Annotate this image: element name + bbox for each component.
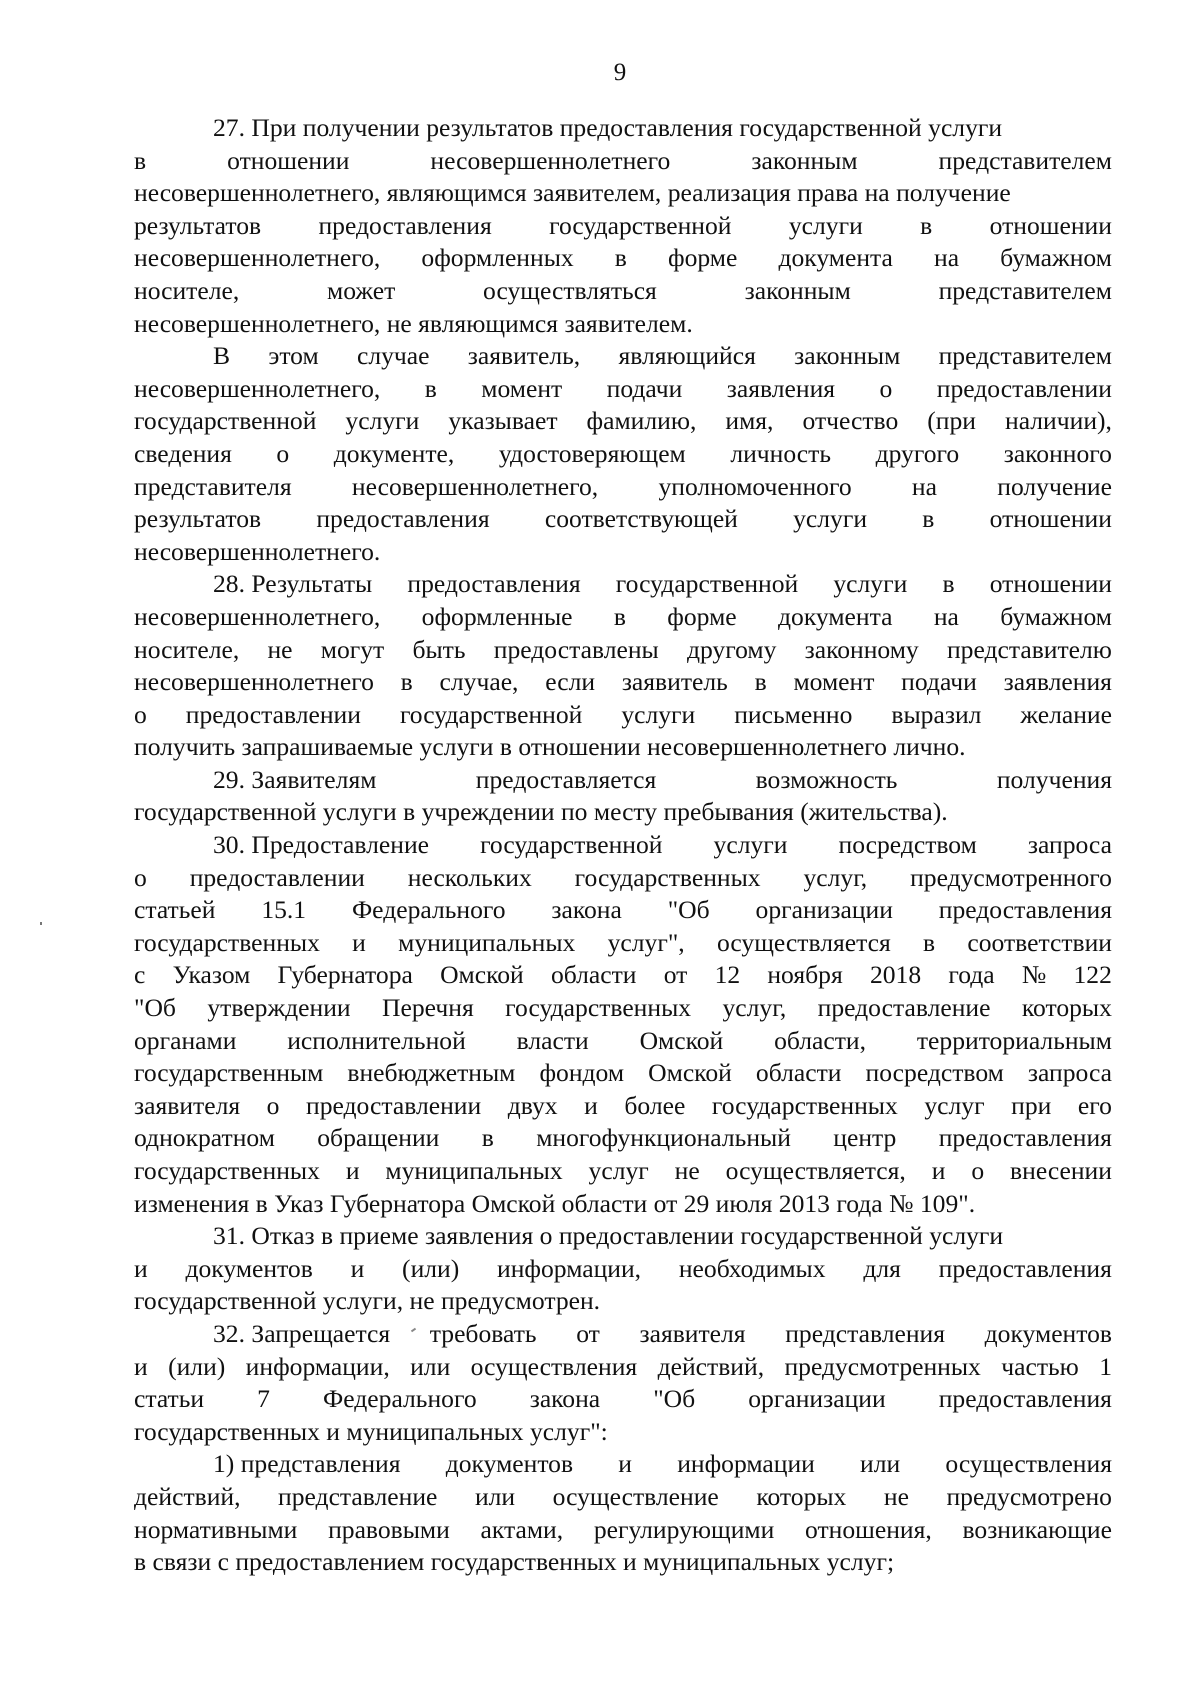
word: законным bbox=[751, 145, 858, 175]
word: информации bbox=[677, 1449, 815, 1479]
word: документов bbox=[984, 1318, 1112, 1348]
word: нескольких bbox=[407, 862, 532, 892]
word: документов bbox=[445, 1449, 574, 1479]
word: предусмотренных bbox=[784, 1351, 981, 1381]
word: 29. Заявителям bbox=[213, 764, 377, 794]
word: организации bbox=[755, 895, 893, 925]
word: организации bbox=[748, 1384, 886, 1414]
text-line: государственной услуги в учреждении по месту пребывания (жительства). bbox=[134, 797, 948, 827]
word: "Об bbox=[653, 1384, 696, 1414]
word: осуществляется bbox=[716, 927, 891, 957]
word: случае bbox=[356, 341, 430, 371]
word: не bbox=[267, 634, 293, 664]
word: и bbox=[931, 1156, 946, 1185]
word: случае, bbox=[439, 667, 519, 697]
word: или bbox=[410, 1351, 451, 1381]
text-line bbox=[134, 405, 1112, 438]
paragraph-p30 bbox=[134, 829, 1112, 1220]
text-line bbox=[134, 438, 1112, 471]
word: документа bbox=[778, 601, 893, 631]
word: несовершеннолетнего, bbox=[351, 471, 599, 501]
word: результатов bbox=[134, 504, 262, 534]
text-line bbox=[134, 666, 1112, 699]
word: территориальным bbox=[916, 1025, 1112, 1055]
page-number: 9 bbox=[613, 59, 627, 86]
paragraph-p27 bbox=[134, 112, 1112, 340]
paragraph-p29 bbox=[134, 764, 1112, 829]
word: заявления bbox=[1003, 667, 1112, 697]
word: соответствующей bbox=[544, 504, 738, 534]
word: и bbox=[134, 1253, 148, 1283]
word: на bbox=[933, 601, 959, 631]
word: если bbox=[545, 667, 596, 697]
word: быть bbox=[412, 634, 466, 664]
word: законным bbox=[744, 275, 851, 305]
word: услуги bbox=[345, 406, 420, 436]
word: государственной bbox=[480, 830, 663, 860]
word: услуги bbox=[833, 569, 908, 599]
word: года bbox=[948, 960, 995, 990]
word: ноября bbox=[767, 960, 843, 990]
word: о bbox=[879, 373, 893, 403]
word: предоставления bbox=[938, 895, 1112, 925]
word: в bbox=[923, 927, 936, 957]
word: 28. Результаты bbox=[213, 569, 373, 599]
word: требовать bbox=[429, 1318, 537, 1348]
word: (или) bbox=[168, 1351, 226, 1381]
word: в bbox=[424, 373, 437, 403]
text-line: несовершеннолетнего, не являющимся заявителем. bbox=[134, 308, 693, 338]
word: носителе, bbox=[134, 634, 240, 664]
word: сведения bbox=[134, 438, 232, 468]
word: (или) bbox=[402, 1253, 460, 1283]
word: 122 bbox=[1073, 960, 1112, 990]
word: предоставления bbox=[316, 504, 490, 534]
word: о bbox=[971, 1156, 985, 1185]
word: письменно bbox=[734, 699, 853, 729]
word: области bbox=[550, 960, 637, 990]
word: государственной bbox=[549, 210, 732, 240]
scan-artifact-dot bbox=[40, 922, 42, 925]
word: Омской bbox=[440, 960, 524, 990]
word: имя, bbox=[725, 406, 774, 436]
text-line bbox=[134, 1025, 1112, 1058]
word: предоставлении bbox=[306, 1090, 482, 1120]
word: услуги bbox=[793, 504, 868, 534]
word: о bbox=[266, 1090, 280, 1120]
word: соответствии bbox=[967, 927, 1112, 957]
word: не bbox=[883, 1481, 909, 1511]
word: многофункциональный bbox=[536, 1123, 791, 1153]
word: внебюджетным bbox=[347, 1058, 516, 1088]
word: оформленных bbox=[421, 243, 574, 273]
text-line bbox=[134, 1318, 1112, 1351]
word: отношении bbox=[989, 210, 1112, 240]
word: осуществляться bbox=[483, 275, 657, 305]
word: удостоверяющем bbox=[498, 438, 686, 468]
word: возникающие bbox=[962, 1514, 1112, 1544]
word: однократном bbox=[134, 1123, 275, 1153]
word: уполномоченного bbox=[658, 471, 852, 501]
text-line bbox=[134, 568, 1112, 601]
word: предоставления bbox=[318, 210, 492, 240]
word: предоставлении bbox=[185, 699, 361, 729]
word: центр bbox=[833, 1123, 897, 1153]
word: "Об bbox=[667, 895, 710, 925]
word: обращении bbox=[317, 1123, 440, 1153]
word: государственных bbox=[711, 1090, 898, 1120]
word: получение bbox=[997, 471, 1112, 501]
word: Федерального bbox=[351, 895, 506, 925]
word: в bbox=[754, 667, 767, 697]
text-line: в связи с предоставлением государственных и муниципальных услуг; bbox=[134, 1547, 895, 1577]
word: предоставлении bbox=[189, 862, 365, 892]
word: с bbox=[134, 960, 146, 990]
word: представителем bbox=[938, 275, 1112, 305]
word: государственной bbox=[615, 569, 799, 599]
word: возможность bbox=[755, 764, 898, 794]
word: государственных bbox=[134, 927, 320, 957]
word: в bbox=[134, 145, 147, 175]
word: другого bbox=[875, 438, 960, 468]
word: предоставляется bbox=[475, 764, 657, 794]
word: при bbox=[1011, 1090, 1052, 1120]
text-line bbox=[134, 829, 1112, 862]
word: Федерального bbox=[323, 1384, 477, 1414]
word: момент bbox=[481, 373, 563, 403]
word: осуществления bbox=[945, 1449, 1112, 1479]
word: на bbox=[911, 471, 937, 501]
word: государственным bbox=[134, 1058, 324, 1088]
word: регулирующими bbox=[593, 1514, 775, 1544]
word: фамилию, bbox=[586, 406, 697, 436]
word: его bbox=[1077, 1090, 1112, 1120]
word: осуществляется, bbox=[725, 1156, 906, 1185]
word: 1 bbox=[1099, 1351, 1112, 1381]
word: предоставление bbox=[817, 993, 991, 1023]
word: отношении bbox=[989, 504, 1112, 534]
word: и bbox=[345, 1156, 360, 1185]
word: предоставлены bbox=[493, 634, 659, 664]
word: от bbox=[576, 1318, 600, 1348]
word: закона bbox=[551, 895, 622, 925]
word: несовершеннолетнего, bbox=[134, 243, 381, 273]
text-line bbox=[134, 1090, 1112, 1123]
word: 12 bbox=[714, 960, 741, 990]
word: В bbox=[213, 341, 231, 371]
word: документов bbox=[185, 1253, 313, 1283]
word: или bbox=[474, 1481, 516, 1511]
word: и bbox=[618, 1449, 632, 1479]
paragraph-p32-1 bbox=[134, 1448, 1112, 1578]
word: отношения, bbox=[805, 1514, 932, 1544]
word: правовыми bbox=[328, 1514, 450, 1544]
text-line bbox=[134, 927, 1112, 960]
word: действий, bbox=[657, 1351, 765, 1381]
word: предоставлении bbox=[936, 373, 1112, 403]
word: заявителя bbox=[639, 1318, 746, 1348]
word: статьи bbox=[134, 1384, 205, 1414]
word: более bbox=[624, 1090, 686, 1120]
word: муниципальных bbox=[398, 927, 576, 957]
word: на bbox=[934, 243, 960, 273]
word: и bbox=[134, 1351, 148, 1381]
word: наличии), bbox=[1005, 406, 1112, 436]
text-line bbox=[134, 1155, 1112, 1188]
text-line bbox=[134, 699, 1112, 732]
text-line bbox=[134, 1057, 1112, 1090]
word: предусмотрено bbox=[946, 1481, 1112, 1511]
word: предоставления bbox=[938, 1123, 1112, 1153]
word: от bbox=[663, 960, 688, 990]
word: форме bbox=[667, 243, 738, 273]
word: подачи bbox=[901, 667, 977, 697]
word: информации, bbox=[245, 1351, 390, 1381]
word: документа bbox=[778, 243, 893, 273]
word: законного bbox=[1003, 438, 1112, 468]
text-line bbox=[134, 1351, 1112, 1384]
word: 2018 bbox=[869, 960, 922, 990]
word: Указом bbox=[172, 960, 251, 990]
word: посредством bbox=[865, 1058, 1004, 1088]
word: бумажном bbox=[1000, 601, 1112, 631]
word: фондом bbox=[539, 1058, 625, 1088]
word: области, bbox=[774, 1025, 867, 1055]
word: муниципальных bbox=[385, 1156, 563, 1185]
word: посредством bbox=[838, 830, 977, 860]
text-line: несовершеннолетнего. bbox=[134, 536, 381, 566]
word: 30. Предоставление bbox=[213, 830, 429, 860]
word: заявителя bbox=[134, 1090, 241, 1120]
word: запроса bbox=[1027, 1058, 1112, 1088]
text-line bbox=[134, 1383, 1112, 1416]
text-line: 27. При получении результатов предоставления государственной услуги bbox=[213, 113, 1003, 142]
word: документе, bbox=[333, 438, 455, 468]
word: отношении bbox=[989, 569, 1112, 599]
paragraph-p27b bbox=[134, 340, 1112, 568]
word: 7 bbox=[257, 1384, 270, 1414]
word: несовершеннолетнего bbox=[430, 145, 671, 175]
word: необходимых bbox=[678, 1253, 826, 1283]
word: законным bbox=[794, 341, 901, 371]
word: заявитель, bbox=[467, 341, 581, 371]
word: отношении bbox=[227, 145, 350, 175]
word: услуг, bbox=[722, 993, 787, 1023]
word: предоставления bbox=[407, 569, 581, 599]
word: государственных bbox=[574, 862, 761, 892]
word: услуги bbox=[713, 830, 788, 860]
word: органами bbox=[134, 1025, 237, 1055]
word: № bbox=[1021, 960, 1047, 990]
word: услуги bbox=[788, 210, 863, 240]
word: нормативными bbox=[134, 1514, 298, 1544]
word: указывает bbox=[448, 406, 558, 436]
word: в bbox=[922, 504, 935, 534]
text-line bbox=[134, 894, 1112, 927]
word: несовершеннолетнего, bbox=[134, 373, 381, 403]
word: форме bbox=[667, 601, 737, 631]
word: внесении bbox=[1010, 1156, 1112, 1185]
text-line bbox=[134, 862, 1112, 895]
word: закона bbox=[529, 1384, 601, 1414]
word: в bbox=[920, 210, 933, 240]
word: представителя bbox=[134, 471, 292, 501]
word: в bbox=[481, 1123, 494, 1153]
word: бумажном bbox=[1000, 243, 1112, 273]
text-line: государственной услуги, не предусмотрен. bbox=[134, 1286, 601, 1316]
word: запроса bbox=[1027, 830, 1112, 860]
word: оформленные bbox=[421, 601, 573, 631]
word: несовершеннолетнего bbox=[134, 667, 374, 697]
text-line bbox=[134, 275, 1112, 308]
word: о bbox=[134, 699, 147, 729]
word: другому bbox=[686, 634, 777, 664]
word: частью bbox=[1001, 1351, 1079, 1381]
word: которых bbox=[1021, 993, 1112, 1023]
word: актами, bbox=[480, 1514, 564, 1544]
word: о bbox=[134, 862, 147, 892]
word: которых bbox=[756, 1481, 847, 1511]
word: государственных bbox=[505, 993, 692, 1023]
word: в bbox=[614, 243, 627, 273]
word: и bbox=[352, 927, 366, 957]
word: подачи bbox=[606, 373, 683, 403]
text-line bbox=[134, 145, 1112, 178]
word: отчество bbox=[802, 406, 899, 436]
text-line bbox=[134, 1253, 1112, 1286]
text-line bbox=[134, 992, 1112, 1025]
word: информации, bbox=[497, 1253, 642, 1283]
word: может bbox=[327, 275, 396, 305]
word: услуг", bbox=[607, 927, 685, 957]
word: в bbox=[613, 601, 626, 631]
text-line bbox=[134, 634, 1112, 667]
text-line bbox=[134, 503, 1112, 536]
word: о bbox=[276, 438, 290, 468]
word: носителе, bbox=[134, 275, 240, 305]
word: являющийся bbox=[618, 341, 756, 371]
word: получения bbox=[996, 764, 1112, 794]
text-line bbox=[134, 959, 1112, 992]
word: желание bbox=[1020, 699, 1112, 729]
text-line: государственных и муниципальных услуг": bbox=[134, 1416, 608, 1446]
paragraph-p31 bbox=[134, 1220, 1112, 1318]
word: представителем bbox=[938, 341, 1112, 371]
text-line bbox=[134, 1122, 1112, 1155]
word: 15.1 bbox=[261, 895, 307, 925]
text-line bbox=[134, 340, 1112, 373]
word: заявитель bbox=[621, 667, 728, 697]
word: (при bbox=[927, 406, 976, 436]
text-line: несовершеннолетнего, являющимся заявителем, реализация права на получение bbox=[134, 178, 1011, 208]
word: представителем bbox=[938, 145, 1112, 175]
word: государственной bbox=[399, 699, 583, 729]
text-line bbox=[134, 1448, 1112, 1481]
word: осуществления bbox=[470, 1351, 638, 1381]
word: услуги bbox=[621, 699, 696, 729]
word: статьей bbox=[134, 895, 216, 925]
word: услуг bbox=[924, 1090, 985, 1120]
word: 32. Запрещается bbox=[213, 1318, 391, 1348]
word: двух bbox=[507, 1090, 558, 1120]
text-line: получить запрашиваемые услуги в отношении несовершеннолетнего лично. bbox=[134, 732, 966, 762]
word: Губернатора bbox=[277, 960, 413, 990]
word: 1) представления bbox=[213, 1449, 401, 1479]
text-line: 31. Отказ в приеме заявления о предоставлении государственной услуги bbox=[213, 1221, 1004, 1251]
word: действий, bbox=[134, 1481, 241, 1511]
word: заявления bbox=[726, 373, 836, 403]
text-line bbox=[134, 1514, 1112, 1547]
paragraph-p32 bbox=[134, 1318, 1112, 1448]
word: могут bbox=[320, 634, 385, 664]
word: представление bbox=[278, 1481, 438, 1511]
document-body bbox=[134, 112, 1112, 1579]
text-line bbox=[134, 471, 1112, 504]
word: для bbox=[863, 1253, 901, 1283]
word: услуг bbox=[588, 1156, 649, 1185]
word: и bbox=[584, 1090, 598, 1120]
text-line: изменения в Указ Губернатора Омской области от 29 июля 2013 года № 109". bbox=[134, 1188, 976, 1218]
text-line bbox=[134, 210, 1112, 243]
word: исполнительной bbox=[287, 1025, 466, 1055]
word: представителю bbox=[946, 634, 1112, 664]
text-line bbox=[134, 601, 1112, 634]
text-line bbox=[134, 242, 1112, 275]
word: и bbox=[350, 1253, 365, 1283]
word: представления bbox=[785, 1318, 946, 1348]
word: момент bbox=[793, 667, 875, 697]
text-line bbox=[134, 1481, 1112, 1514]
word: услуг, bbox=[803, 862, 868, 892]
word: утверждении bbox=[207, 993, 351, 1023]
word: или bbox=[860, 1449, 901, 1479]
word: Омской bbox=[639, 1025, 724, 1055]
word: законному bbox=[804, 634, 919, 664]
word: личность bbox=[730, 438, 832, 468]
word: государственных bbox=[134, 1156, 320, 1185]
word: предоставления bbox=[938, 1253, 1112, 1283]
word: в bbox=[400, 667, 413, 697]
text-line bbox=[134, 764, 1112, 797]
word: выразил bbox=[891, 699, 982, 729]
word: предусмотренного bbox=[910, 862, 1112, 892]
word: в bbox=[942, 569, 955, 599]
word: несовершеннолетнего, bbox=[134, 601, 381, 631]
word: этом bbox=[268, 341, 319, 371]
word: результатов bbox=[134, 210, 262, 240]
word: области bbox=[755, 1058, 842, 1088]
word: "Об bbox=[134, 993, 176, 1023]
word: Перечня bbox=[382, 993, 474, 1023]
word: Омской bbox=[648, 1058, 732, 1088]
word: не bbox=[674, 1156, 700, 1185]
word: осуществление bbox=[552, 1481, 719, 1511]
word: власти bbox=[516, 1025, 589, 1055]
paragraph-p28 bbox=[134, 568, 1112, 764]
word: предоставления bbox=[938, 1384, 1112, 1414]
word: государственной bbox=[134, 406, 317, 436]
text-line bbox=[134, 373, 1112, 406]
